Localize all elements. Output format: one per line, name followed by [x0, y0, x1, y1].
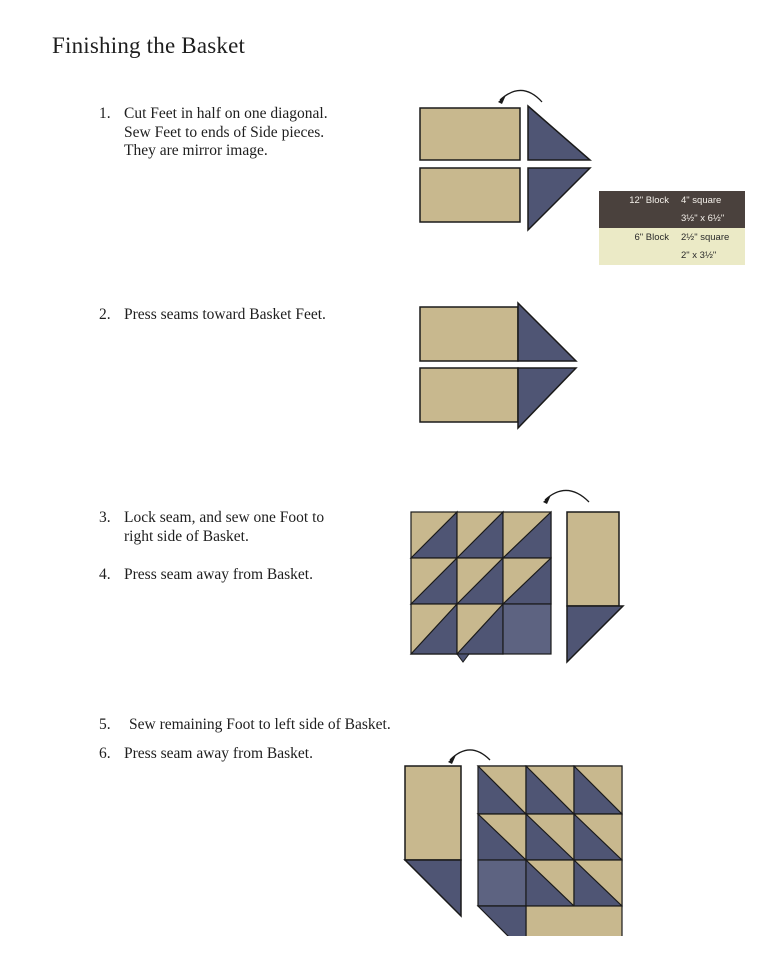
step-4 — [99, 566, 399, 586]
size-row-6-block — [599, 228, 745, 247]
step-text-line: Sew remaining Foot to left side of Basket. — [129, 716, 391, 733]
step-number: 5. — [99, 716, 111, 733]
curved-arrow-icon — [500, 90, 542, 102]
figure-left-foot — [398, 738, 638, 936]
foot-triangle — [528, 168, 590, 230]
step-3 — [99, 509, 399, 549]
arrowhead — [448, 755, 456, 764]
block-label: 6" Block — [599, 228, 675, 247]
step-number: 3. — [99, 509, 111, 526]
side-piece — [420, 108, 520, 160]
basket-block — [478, 766, 622, 936]
figure-pressed-feet — [410, 298, 585, 434]
side-piece — [420, 368, 518, 422]
basket-block — [411, 512, 551, 662]
rect-size: 2" x 3½" — [675, 247, 745, 266]
step-text-line: Press seam away from Basket. — [124, 566, 313, 583]
side-piece — [420, 168, 520, 222]
size-row-12-block-rect — [599, 210, 745, 229]
figure-right-foot — [405, 482, 635, 667]
step-5 — [99, 716, 459, 736]
page-title: Finishing the Basket — [52, 33, 246, 58]
figure-cut-feet — [410, 80, 600, 240]
step-2 — [99, 306, 399, 326]
step-text-line: Press seams toward Basket Feet. — [124, 306, 326, 323]
step-text-line: Press seam away from Basket. — [124, 745, 313, 762]
size-row-12-block — [599, 191, 745, 210]
size-row-6-block-rect — [599, 247, 745, 266]
side-piece — [420, 307, 518, 361]
basket-foot-left — [405, 766, 461, 916]
curved-arrow-icon — [545, 490, 589, 502]
basket-foot-right — [567, 512, 623, 662]
step-text-line: Cut Feet in half on one diagonal. — [124, 105, 328, 122]
arrowhead — [498, 95, 506, 104]
step-number: 6. — [99, 745, 111, 762]
step-number: 4. — [99, 566, 111, 583]
rect-size: 3½" x 6½" — [675, 210, 745, 229]
foot-triangle — [518, 303, 576, 361]
size-table — [599, 191, 745, 265]
step-text-line: They are mirror image. — [124, 142, 268, 159]
step-6 — [99, 745, 399, 765]
block-label: 12" Block — [599, 191, 675, 210]
step-text-line: Lock seam, and sew one Foot to — [124, 509, 325, 526]
foot-triangle — [528, 106, 590, 160]
step-text-line: right side of Basket. — [124, 527, 249, 545]
step-text-line: Sew Feet to ends of Side pieces. — [124, 123, 325, 141]
arrowhead — [543, 495, 551, 504]
step-1 — [99, 105, 399, 165]
square-size: 4" square — [675, 191, 745, 210]
step-number: 1. — [99, 105, 111, 122]
step-number: 2. — [99, 306, 111, 323]
square-size: 2½" square — [675, 228, 745, 247]
foot-triangle — [518, 368, 576, 428]
